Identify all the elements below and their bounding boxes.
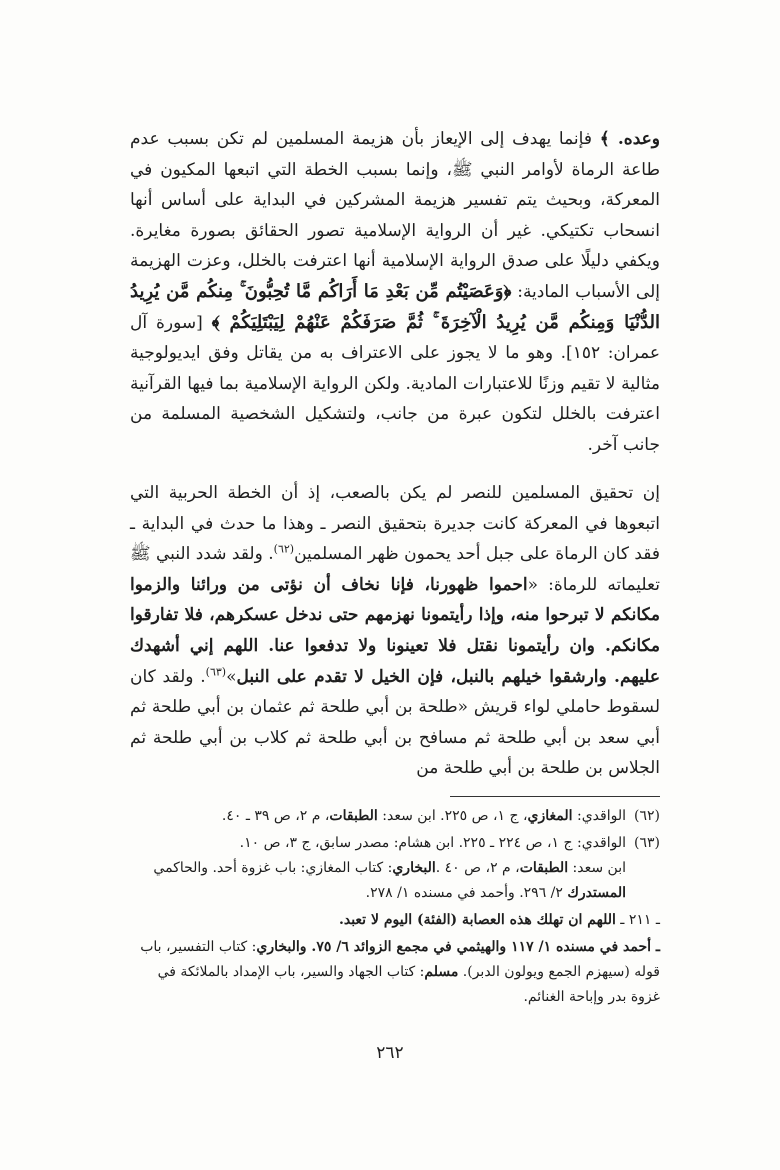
footnote-text: ٢/ ٢٩٦. وأحمد في مسنده ١/ ٢٧٨. — [365, 885, 568, 901]
footnote-b — [130, 935, 660, 1010]
page-number: ٢٦٢ — [376, 1043, 404, 1063]
quran-verse: ﴿وَعَصَيْتُم مِّن بَعْدِ مَا أَرَاكُم مَّا تُحِبُّونَ ۚ مِنكُم مَّن يُرِيدُ الدُّنْيَا وَمِنكُم مَّن يُرِيدُ الْآخِرَةَ ۚ ثُمَّ صَرَفَكُمْ عَنْهُمْ لِيَبْتَلِيَكُمْ ﴾ — [130, 280, 660, 333]
book-title: مسلم — [424, 964, 459, 980]
footnote-text: : كتاب الجهاد والسير، باب الإمداد بالملائكة في غزوة بدر وإباحة الغنائم. — [157, 964, 660, 1005]
footnote-text: : كتاب التفسير، باب قوله (سيهزم الجمع ويولون الدبر). — [140, 939, 660, 980]
footnote-ref-63[interactable]: (٦٣) — [205, 664, 227, 678]
footnote-63-continued — [130, 856, 660, 906]
footnote-text: الواقدي: ج ١، ص ٢٢٤ ـ ٢٢٥. ابن هشام: مصدر سابق، ج ٣، ص ١٠. — [239, 835, 626, 851]
paragraph-2-text: إن تحقيق المسلمين للنصر لم يكن بالصعب، إذ أن الخطة الحربية التي اتبعوها في المعركة كانت جديرة بتحقيق النصر ـ وهذا ما حدث في البداية ـ فقد كان الرماة على جبل أحد يحمون ظهر المسلمين — [130, 483, 660, 565]
footnote-separator — [450, 796, 660, 797]
paragraph-2-text-b: . ولقد شدد النبي ﷺ تعليماته للرماة: « — [130, 544, 660, 595]
book-title: الطبقات — [329, 808, 378, 824]
book-title: المغازي — [527, 808, 573, 824]
footnote-63 — [130, 831, 660, 906]
paragraph-2-text-c: . ولقد كان لسقوط حاملي لواء قريش «طلحة بن أبي طلحة ثم عثمان بن أبي طلحة ثم أبي سعد بن أبي طلحة ثم مسافح بن أبي طلحة ثم كلاب بن أبي طلحة ثم الجلاس بن طلحة بن أبي طلحة من — [130, 666, 660, 779]
paragraph-1 — [130, 124, 660, 461]
hadith-quote: احموا ظهورنا، فإنا نخاف أن نؤتى من ورائنا والزموا مكانكم لا تبرحوا منه، وإذا رأيتمونا نهزمهم حتى ندخل عسكرهم، فلا تفارقوا مكانكم. وان رأيتمونا نقتل فلا تعينونا ولا تدفعوا عنا. اللهم إني أشهدك عليهم. وارشقوا خيلهم بالنبل، فإن الخيل لا تقدم على النبل — [130, 574, 660, 687]
footnote-bold-text: اللهم ان تهلك هذه العصابة (الفئة) اليوم لا تعبد. — [338, 912, 616, 928]
paragraph-1-text: فإنما يهدف إلى الإيعاز بأن هزيمة المسلمين لم تكن بسبب عدم طاعة الرماة لأوامر النبي ﷺ، وإنما بسبب الخطة التي اتبعها المكيون في المعركة، وبحيث يتم تفسير هزيمة المشركين في البداية على أساس أنها انسحاب تكتيكي. غير أن الرواية الإسلامية تصور الحقائق بصورة مغايرة. ويكفي دليلًا على صدق الرواية الإسلامية أنها اعترفت بالخلل، وعزت الهزيمة إلى الأسباب المادية: — [130, 129, 660, 302]
footnote-text: ابن سعد: — [568, 860, 626, 876]
paragraph-1-rest: وهو ما لا يجوز على الاعتراف به من يقاتل وفق ايديولوجية مثالية لا تقيم وزنًا للاعتبارات المادية. ولكن الرواية الإسلامية بما فيها القرآنية اعترفت بالخلل لتكون عبرة من جانب، ولتشكيل الشخصية المسلمة من جانب آخر. — [130, 343, 660, 455]
book-title: الطبقات — [519, 860, 569, 876]
paragraph-1-lead: وعده. ﴾ — [599, 129, 660, 149]
footnotes — [130, 804, 660, 1012]
footnote-text: ، م ٢، ص ٣٩ ـ ٤٠. — [221, 808, 330, 824]
footnote-text: ، م ٢، ص ٤٠ . — [435, 860, 520, 876]
footnote-62 — [130, 804, 660, 829]
quote-close: » — [226, 666, 237, 687]
footnote-text: الواقدي: — [572, 808, 626, 824]
footnote-a — [130, 908, 660, 933]
book-title: البخاري — [392, 860, 436, 876]
quran-reference: [سورة آل عمران: ١٥٢]. — [130, 312, 660, 364]
paragraph-2 — [130, 478, 660, 784]
footnote-number: (٦٢) — [634, 808, 660, 824]
footnote-text: ـ ٢١١ ـ — [615, 912, 660, 928]
footnote-ref-62[interactable]: (٦٢) — [273, 542, 295, 556]
footnote-number: (٦٣) — [634, 835, 660, 851]
footnote-text: : كتاب المغازي: باب غزوة أحد. والحاكمي — [153, 860, 393, 876]
book-title: المستدرك — [567, 885, 626, 901]
footnote-text: ، ج ١، ص ٢٢٥. ابن سعد: — [377, 808, 528, 824]
footnote-bold-text: ـ أحمد في مسنده ١/ ١١٧ والهيثمي في مجمع الزوائد ٦/ ٧٥. والبخاري — [256, 939, 660, 955]
